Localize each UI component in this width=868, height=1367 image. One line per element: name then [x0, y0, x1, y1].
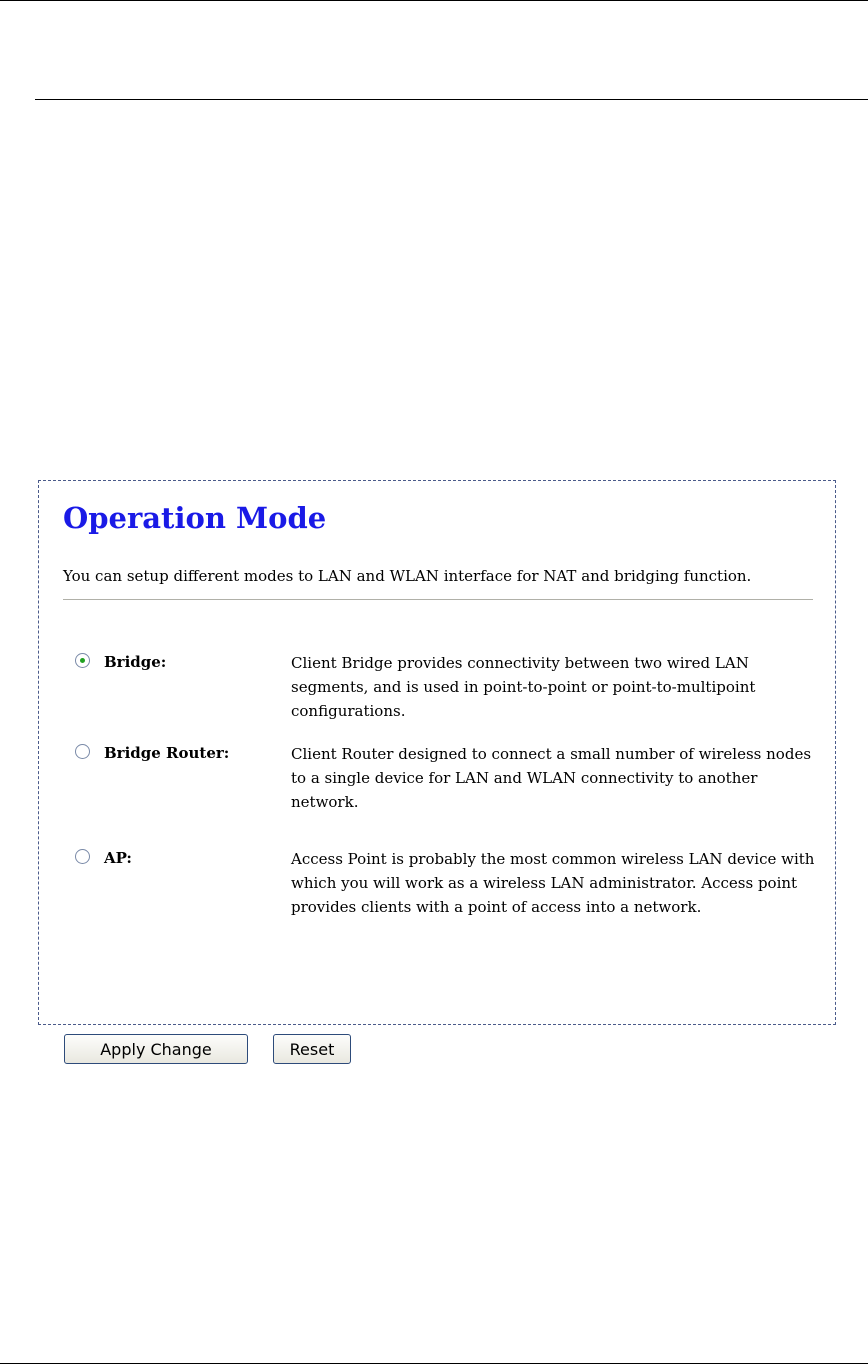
divider	[63, 599, 813, 600]
apply-change-button[interactable]: Apply Change	[64, 1034, 248, 1064]
bridge-router-radio[interactable]	[75, 744, 90, 759]
reset-button[interactable]: Reset	[273, 1034, 351, 1064]
bridge-description: Client Bridge provides connectivity between two wired LAN segments, and is used in point-to-point or point-to-multipoint configurations.	[291, 654, 756, 720]
bridge-router-label: Bridge Router:	[104, 744, 230, 762]
bridge-label: Bridge:	[104, 653, 167, 671]
bridge-radio[interactable]	[75, 653, 90, 668]
footer-rule	[0, 1363, 868, 1364]
operation-mode-panel	[38, 480, 836, 1059]
header-rule	[35, 99, 868, 100]
page-title: Operation Mode	[63, 501, 327, 535]
ap-label: AP:	[104, 849, 132, 867]
page-description: You can setup different modes to LAN and WLAN interface for NAT and bridging function.	[63, 567, 752, 585]
ap-radio[interactable]	[75, 849, 90, 864]
ap-description: Access Point is probably the most common wireless LAN device with which you will work as a wireless LAN administrator. Access point provides clients with a point of access into a network.	[291, 850, 815, 916]
top-rule	[0, 0, 868, 1]
bridge-router-description: Client Router designed to connect a small number of wireless nodes to a single device for LAN and WLAN connectivity to another network.	[291, 745, 812, 811]
